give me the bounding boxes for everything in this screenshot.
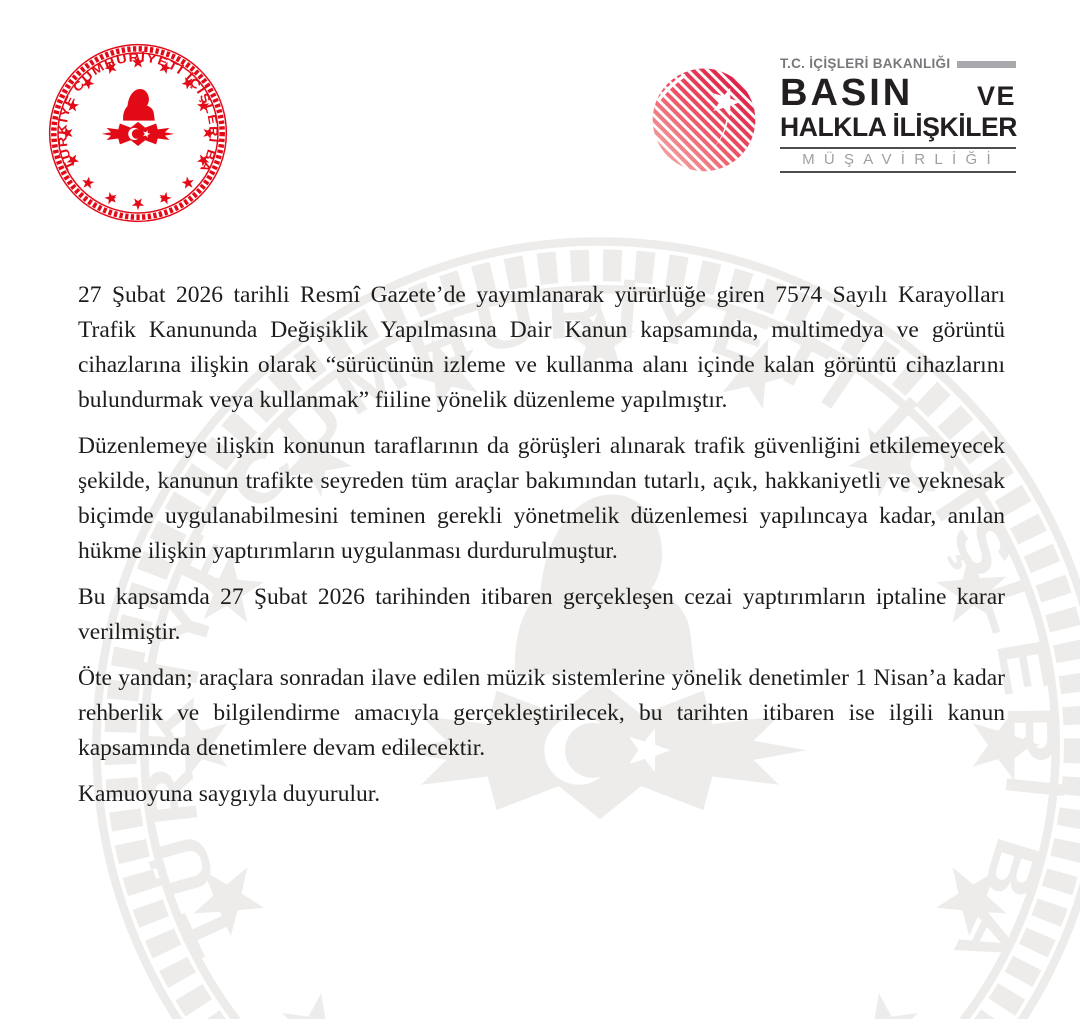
header xyxy=(0,0,1080,226)
ministry-name-label: T.C. İÇİŞLERİ BAKANLIĞI xyxy=(780,56,951,71)
header-gray-bar xyxy=(957,61,1016,68)
paragraph-5: Kamuoyuna saygıyla duyurulur. xyxy=(78,781,381,807)
paragraph-1: 27 Şubat 2026 tarihli Resmî Gazete’de yayımlanarak yürürlüğe giren 7574 Sayılı Karayolları Trafik Kanununda Değişiklik Yapılmasına Dair Kanun kapsamında, multimedya ve görüntü cihazlarına ilişkin olarak “sürücünün izleme ve kullanma alanı içinde kalan görüntü cihazlarını bulundurmak veya kullanmak” fiiline yönelik düzenleme yapılmıştır. xyxy=(78,282,1005,413)
paragraph-2: Düzenlemeye ilişkin konunun taraflarının da görüşleri alınarak trafik güvenliğini etkilemeyecek şekilde, kanunun trafikte seyreden tüm araçlar bakımından tutarlı, açık, hakkaniyetli ve yeknesak biçimde uygulanabilmesini teminen gerekli yönetmelik düzenlemesi yapılıncaya kadar, anılan hükme ilişkin yaptırımların uygulanması durdurulmuştur. xyxy=(78,433,1005,564)
press-logo-crescent-star-icon xyxy=(648,58,760,178)
logo-subtitle: MÜŞAVİRLİĞİ xyxy=(780,147,1016,173)
paragraph-4: Öte yandan; araçlara sonradan ilave edilen müzik sistemlerine yönelik denetimler 1 Nisan’a kadar rehberlik ve bilgilendirme amacıyla gerçekleştirilecek, bu tarihten itibaren ise ilgili kanun kapsamında denetimlere devam edilecektir. xyxy=(78,665,1005,761)
logo-title-line2: HALKLA İLİŞKİLER xyxy=(780,111,1017,142)
ministry-seal-icon xyxy=(45,40,231,226)
press-release-body xyxy=(78,278,1005,812)
paragraph-3: Bu kapsamda 27 Şubat 2026 tarihinden itibaren gerçekleşen cezai yaptırımların iptaline karar verilmiştir. xyxy=(78,584,1005,645)
press-office-logo xyxy=(648,56,1016,178)
press-office-wordmark xyxy=(780,56,1016,173)
logo-title-line1 xyxy=(780,74,1016,113)
logo-title-word-basin: BASIN xyxy=(780,72,914,114)
logo-title-word-ve: VE xyxy=(976,81,1016,111)
